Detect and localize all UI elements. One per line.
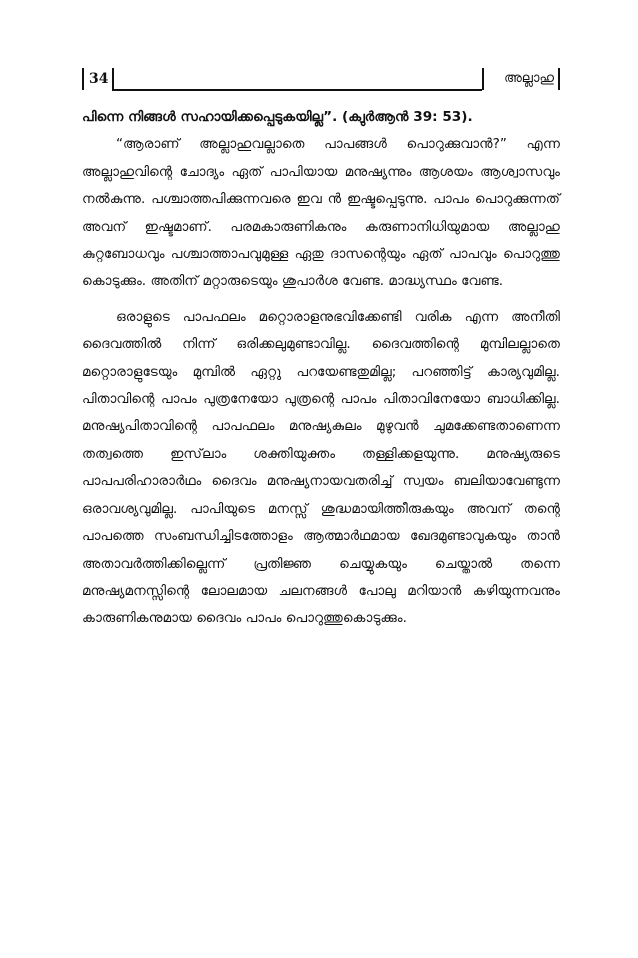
page-header (82, 64, 560, 92)
header-divider-right (482, 68, 484, 90)
body-paragraph: ഒരാളുടെ പാപഫലം മറ്റൊരാളനുഭവിക്കേണ്ടി വരിക എന്ന അനീതി ദൈവത്തിൽ നിന്ന് ഒരിക്കലുമുണ്ടാവില്ല. ദൈവത്തിന്റെ മുമ്പിലല്ലാതെ മറ്റൊരാളുടേയും മുമ്പിൽ ഏറ്റു പറയേണ്ടതുമില്ല; പറഞ്ഞിട്ട് കാര്യവുമില്ല. പിതാവിന്റെ പാപം പുത്രനേയോ പുത്രന്റെ പാപം പിതാവിനേയോ ബാധിക്കില്ല. മനുഷ്യപിതാവിന്റെ പാപഫലം മനുഷ്യകുലം മുഴുവൻ ചുമക്കേണ്ടതാണെന്ന തത്വത്തെ ഇസ്‌ലാം ശക്തിയുക്തം തള്ളിക്കളയുന്നു. മനുഷ്യരുടെ പാപപരിഹാരാർഥം ദൈവം മനുഷ്യനായവതരിച്ച് സ്വയം ബലിയാവേണ്ടുന്ന ഒരാവശ്യവുമില്ല. പാപിയുടെ മനസ്സ് ശുദ്ധമായിത്തീരുകയും അവന് തന്റെ പാപത്തെ സംബന്ധിച്ചിടത്തോളം ആത്മാർഥമായ ഖേദമുണ്ടാവുകയും താൻ അതാവർത്തിക്കില്ലെന്ന് പ്രതിജ്ഞ ചെയ്യുകയും ചെയ്താൽ തന്നെ മനുഷ്യമനസ്സിന്റെ ലോലമായ ചലനങ്ങൾ പോലു മറിയാൻ കഴിയുന്നവനും കാരുണികനുമായ ദൈവം പാപം പൊറുത്തുകൊടുക്കും. (82, 308, 560, 627)
page-number: 34 (89, 71, 109, 87)
body-paragraph: “ആരാണ് അല്ലാഹുവല്ലാതെ പാപങ്ങൾ പൊറുക്കുവാൻ?” എന്ന അല്ലാഹുവിന്റെ ചോദ്യം ഏത് പാപിയായ മനുഷ്യന്നും ആശയം ആശ്വാസവും നൽകുന്നു. പശ്ചാത്തപിക്കുന്നവരെ ഇവ ൻ ഇഷ്ടപ്പെടുന്നു. പാപം പൊറുക്കുന്നത് അവന് ഇഷ്ടമാണ്. പരമകാരുണികനും കരുണാനിധിയുമായ അല്ലാഹു കുറ്റബോധവും പശ്ചാത്താപവുമുള്ള ഏതു ദാസന്റെയും ഏത് പാപവും പൊറുത്തു കൊടുക്കും. അതിന് മറ്റാരുടെയും ശുപാർശ വേണ്ട. മാദ്ധ്യസ്ഥം വേണ്ട. (82, 136, 560, 290)
quran-quote-continuation: പിന്നെ നിങ്ങൾ സഹായിക്കപ്പെടുകയില്ല”. (ക്വുർആൻ 39: 53). (82, 109, 473, 125)
header-divider-left (112, 68, 114, 90)
running-title: അല്ലാഹു (504, 71, 554, 86)
header-left-bar (82, 68, 84, 90)
header-rule (112, 89, 482, 91)
header-right-bar (558, 68, 560, 90)
page-body (82, 104, 560, 633)
book-page (82, 64, 560, 633)
